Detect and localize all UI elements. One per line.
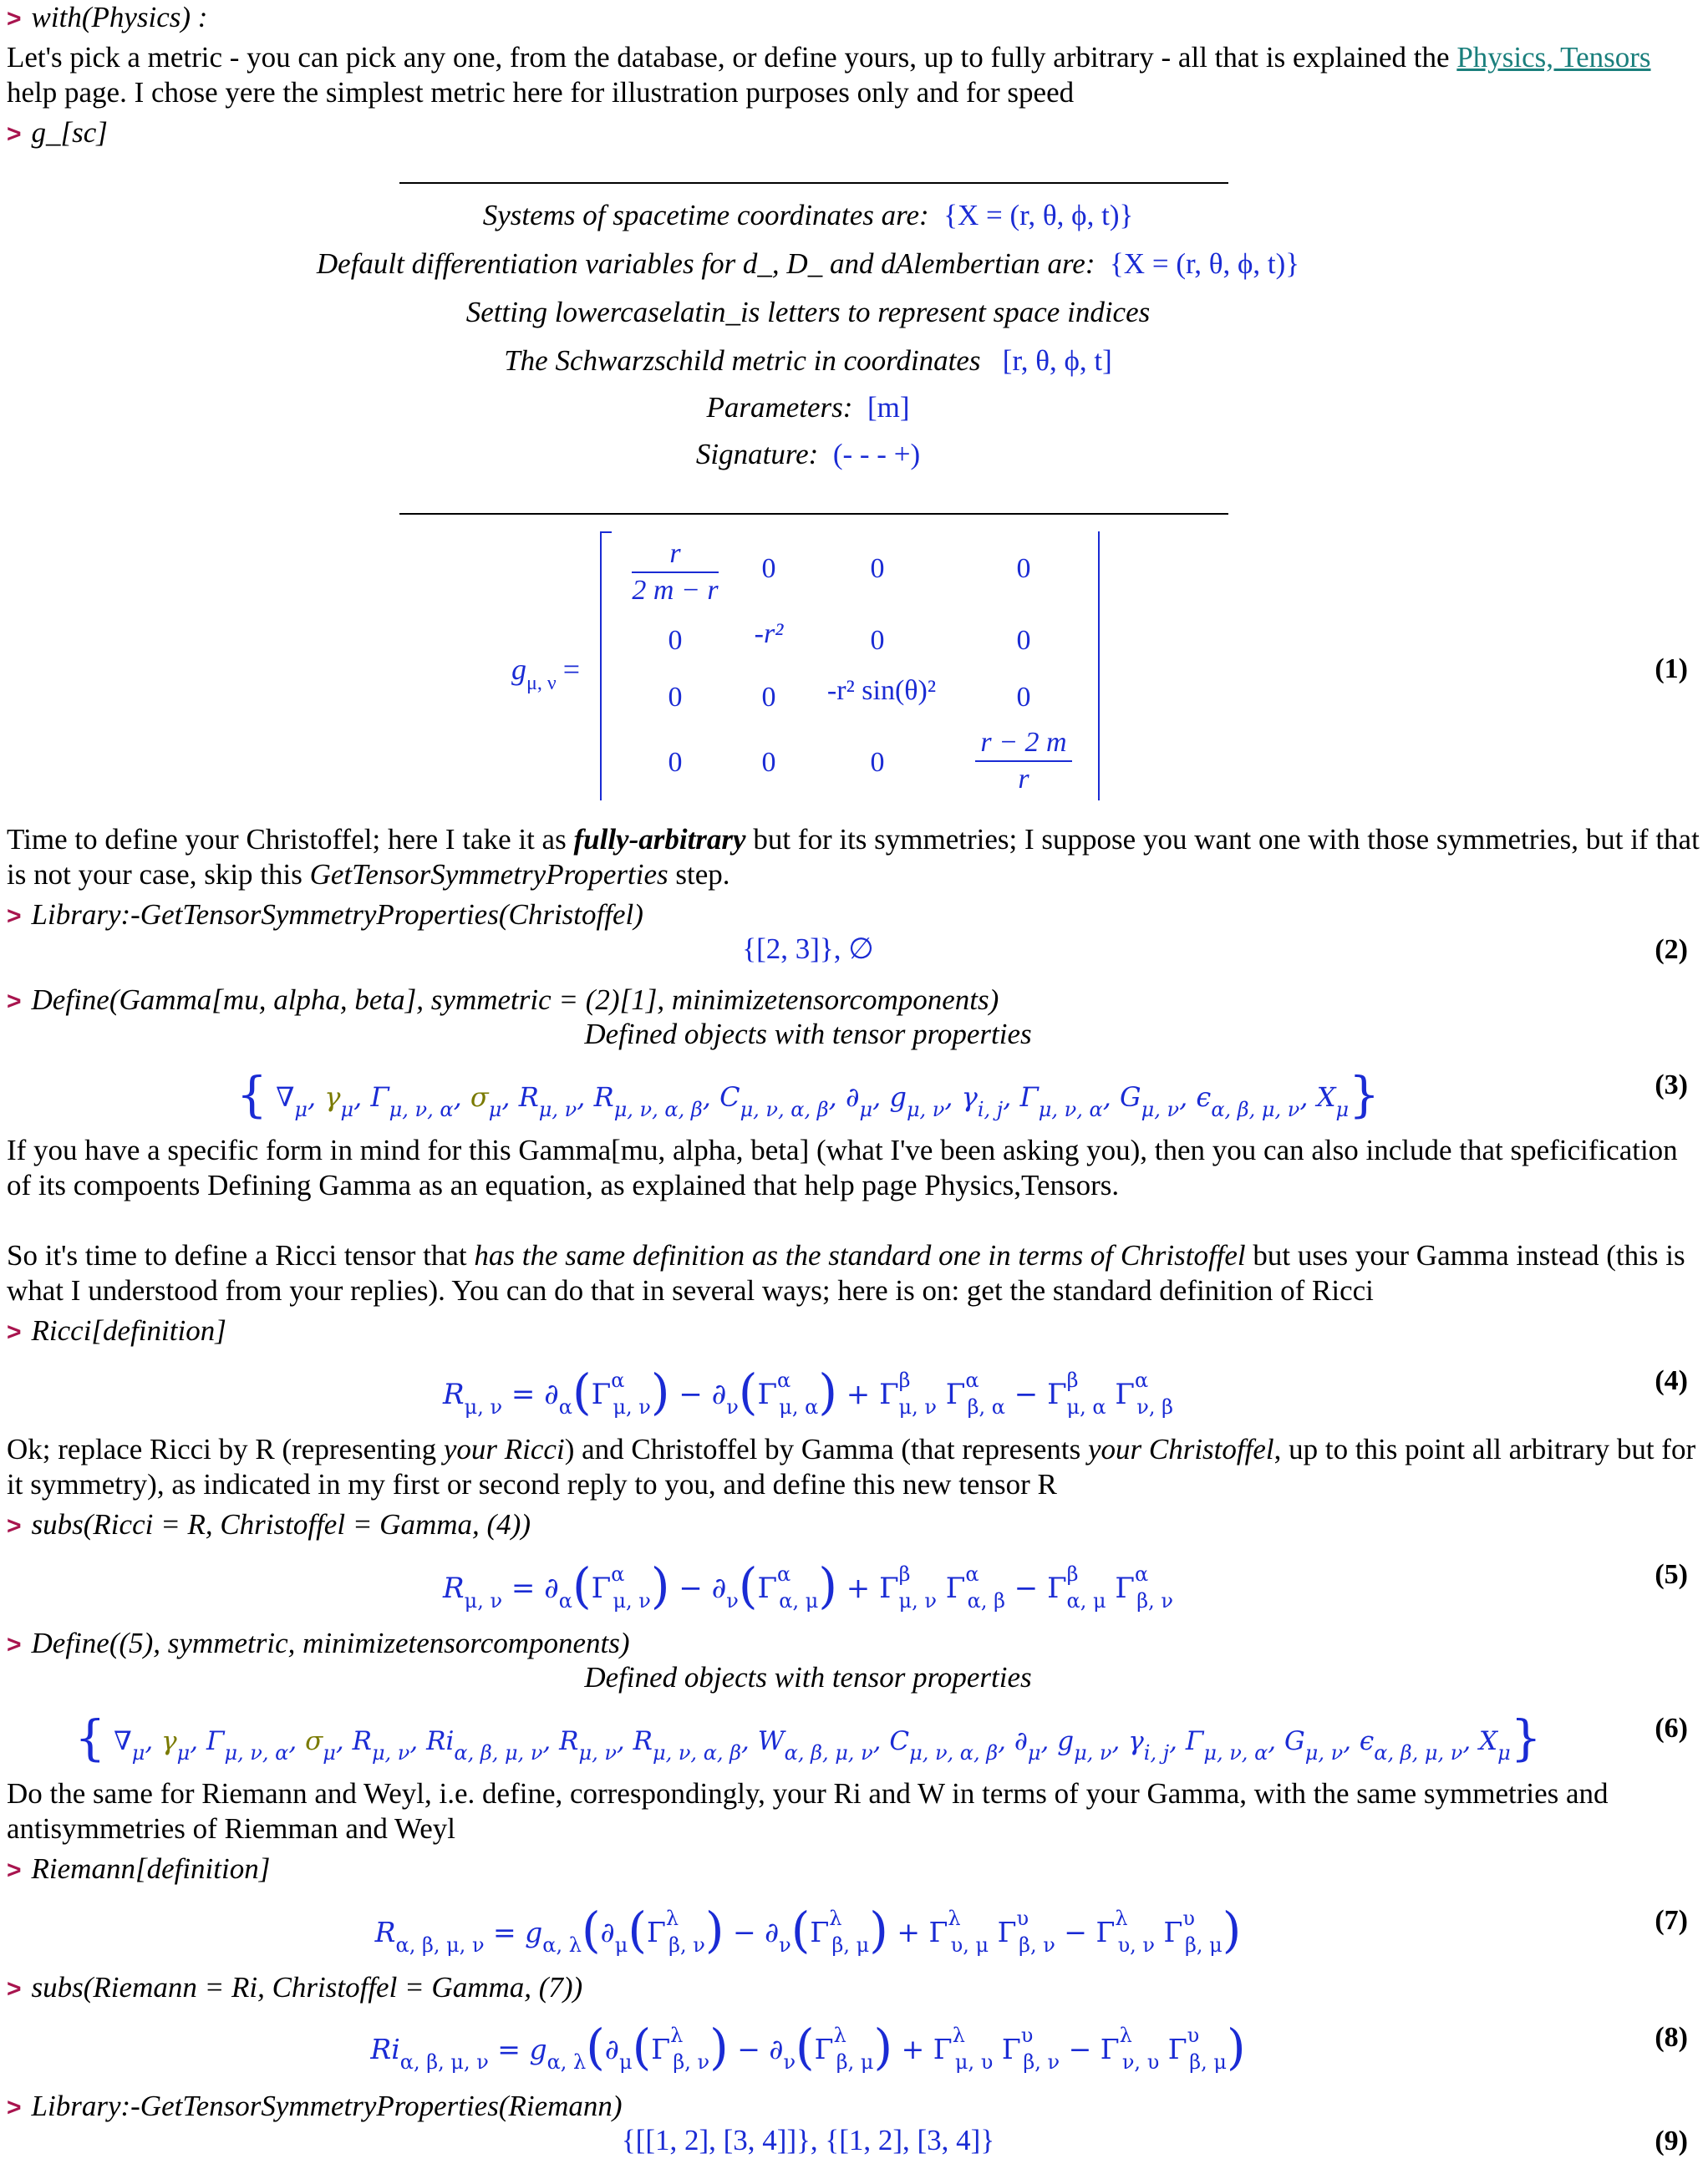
text-paragraph-specific-form: If you have a specific form in mind for this Gamma[mu, alpha, beta] (what I've been asking you), then you can also include that speficification of its compoents Defining Gamma as an equation, as explained that help page Physics,Tensors. (7, 1134, 1678, 1201)
input-prompt-subs-riemann[interactable] (7, 1970, 1701, 2007)
metric-cell-03: 0 (1016, 553, 1031, 584)
prompt-marker: > (7, 1857, 22, 1884)
input-text[interactable]: subs(Ricci = R, Christoffel = Gamma, (4)) (31, 1508, 531, 1541)
text-paragraph-ricci: So it's time to define a Ricci tensor that has the same definition as the standard one in terms of Christoffel but uses your Gamma instead (this is what I understood from your replies). You can do that in several ways; here is on: get the standard definition of Ricci (7, 1239, 1685, 1307)
input-text[interactable]: Define(Gamma[mu, alpha, beta], symmetric = (2)[1], minimizetensorcomponents) (31, 983, 999, 1016)
result-symmetry-christoffel: {[2, 3]}, ∅ (742, 932, 874, 965)
coords-line: Systems of spacetime coordinates are: {X = (r, θ, ϕ, t)} (482, 199, 1134, 231)
metric-cell-10: 0 (668, 625, 683, 656)
defined-objects-set-2: { $\nabla_\mu$, $\gamma_\mu$, $\Gamma_{\mu, \nu, \alpha}$, $\sigma_\mu$, $R_{\mu, \nu}$, $Ri_{\alpha, \beta, \mu, \nu}$, $R_{\mu, \nu}$, $R_{\mu, \nu, \alpha, \beta}$, $W_{\alpha, \beta, \mu, \nu}$, $C_{\mu, \nu, \alpha, \beta}$, $\partial_\mu$, $g_{\mu, \nu}$, $\gamma_{i, j}$, $\Gamma_{\mu, \nu, \alpha}$, $G_{\mu, \nu}$, $\epsilon_{\alpha, \beta, \mu, \nu}$, $X_\mu$} (74, 1709, 1542, 1766)
text-paragraph-metric: Let's pick a metric - you can pick any one, from the database, or define yours, up to fully arbitrary - all that is explained the Physics, Tensors help page. I chose yere the simplest metric here for illustration purposes only and for speed (7, 41, 1651, 109)
diff-vars-line: Default differentiation variables for d_, D_ and dAlembertian are: {X = (r, θ, ϕ, t)} (316, 247, 1300, 280)
input-text[interactable]: with(Physics) : (31, 1, 208, 33)
schwarzschild-line: The Schwarzschild metric in coordinates [r, θ, ϕ, t] (504, 344, 1112, 377)
input-prompt-g-sc[interactable] (7, 115, 1701, 152)
equation-label-2: (2) (1655, 934, 1688, 965)
metric-cell-31: 0 (761, 747, 776, 778)
equation-label-1: (1) (1655, 653, 1688, 684)
metric-cell-00: $\frac{r}{2 m - r}$ (632, 538, 719, 606)
equation-label-3: (3) (1655, 1069, 1688, 1100)
prompt-marker: > (7, 2094, 22, 2121)
defined-objects-title-2: Defined objects with tensor properties (584, 1661, 1032, 1694)
input-text[interactable]: Library:-GetTensorSymmetryProperties(Christoffel) (31, 898, 643, 931)
prompt-marker: > (7, 1631, 22, 1658)
riemann-definition-equation: $R_{\alpha, \beta, \mu, \nu} = g_{\alpha, \lambda}(\partial_\mu(\Gamma^\lambda_{\beta, \nu}) - \partial_\nu(\Gamma^\lambda_{\beta, \mu}) + \Gamma^\lambda_{\upsilon, \mu}$ $\Gamma^\upsilon_{\beta, \nu} - \Gamma^\lambda_{\upsilon, \nu}$ $\Gamma^\upsilon_{\beta, \mu}$) (374, 1902, 1242, 1958)
input-text[interactable]: Ricci[definition] (31, 1314, 226, 1347)
prompt-marker: > (7, 902, 22, 930)
prompt-marker: > (7, 988, 22, 1015)
metric-cell-12: 0 (870, 625, 885, 656)
metric-lhs: $g_{\mu, \nu}$ = (511, 653, 581, 694)
equation-label-7: (7) (1655, 1905, 1688, 1936)
input-text[interactable]: Define((5), symmetric, minimizetensorcomponents) (31, 1627, 630, 1659)
equation-label-5: (5) (1655, 1559, 1688, 1590)
input-prompt-define-gamma[interactable] (7, 983, 1701, 1019)
equation-label-4: (4) (1655, 1365, 1688, 1396)
metric-cell-30: 0 (668, 747, 683, 778)
input-prompt-define-ricci[interactable] (7, 1626, 1701, 1663)
physics-tensors-link[interactable]: Physics, Tensors (1456, 41, 1651, 74)
defined-objects-title-1: Defined objects with tensor properties (584, 1018, 1032, 1050)
parameters-line: Parameters: [m] (706, 391, 910, 424)
metric-cell-33: $\frac{r - 2 m}{r}$ (969, 727, 1078, 795)
input-prompt-symmetry-christoffel[interactable] (7, 897, 1701, 934)
prompt-marker: > (7, 1318, 22, 1346)
metric-cell-23: 0 (1016, 682, 1031, 713)
metric-cell-13: 0 (1016, 625, 1031, 656)
ricci-definition-equation: $R_{\mu, \nu} = \partial_\alpha(\Gamma^\alpha_{\mu, \nu}) - \partial_\nu(\Gamma^\alpha_{\mu, \alpha}) + \Gamma^\beta_{\mu, \nu}$ $\Gamma^\alpha_{\beta, \alpha} - \Gamma^\beta_{\mu, \alpha}$ $\Gamma^\alpha_{\nu, \beta}$ (443, 1364, 1173, 1420)
equation-label-9: (9) (1655, 2126, 1688, 2156)
prompt-marker: > (7, 5, 22, 33)
text-paragraph-replace: Ok; replace Ricci by R (representing your Ricci) and Christoffel by Gamma (that represents your Christoffel, up to this point all arbitrary but for it symmetry), as indicated in my first or second reply to you, and define this new tensor R (7, 1433, 1696, 1501)
new-riemann-equation: $Ri_{\alpha, \beta, \mu, \nu} = g_{\alpha, \lambda}(\partial_\mu(\Gamma^\lambda_{\beta, \nu}) - \partial_\nu(\Gamma^\lambda_{\beta, \mu}) + \Gamma^\lambda_{\mu, \upsilon}$ $\Gamma^\upsilon_{\beta, \nu} - \Gamma^\lambda_{\nu, \upsilon}$ $\Gamma^\upsilon_{\beta, \mu}$) (370, 2019, 1246, 2075)
input-prompt-riemann-definition[interactable] (7, 1852, 1701, 1888)
input-text[interactable]: subs(Riemann = Ri, Christoffel = Gamma, (7)) (31, 1971, 583, 2004)
metric-cell-20: 0 (668, 682, 683, 713)
input-text[interactable]: Riemann[definition] (31, 1852, 271, 1885)
metric-cell-21: 0 (761, 682, 776, 713)
signature-line: Signature: (- - - +) (695, 438, 921, 470)
input-text[interactable]: g_[sc] (31, 116, 108, 149)
text-paragraph-riemann-weyl: Do the same for Riemann and Weyl, i.e. define, correspondingly, your Ri and W in terms of your Gamma, with the same symmetries and antisymmetries of Riemman and Weyl (7, 1777, 1609, 1845)
input-prompt-with-physics[interactable] (7, 0, 1701, 37)
prompt-marker: > (7, 1512, 22, 1540)
metric-cell-01: 0 (761, 553, 776, 584)
metric-cell-02: 0 (870, 553, 885, 584)
input-prompt-symmetry-riemann[interactable] (7, 2089, 1701, 2126)
equation-label-6: (6) (1655, 1713, 1688, 1744)
input-text[interactable]: Library:-GetTensorSymmetryProperties(Riemann) (31, 2090, 623, 2122)
prompt-marker: > (7, 1975, 22, 2003)
new-ricci-equation: $R_{\mu, \nu} = \partial_\alpha(\Gamma^\alpha_{\mu, \nu}) - \partial_\nu(\Gamma^\alpha_{\alpha, \mu}) + \Gamma^\beta_{\mu, \nu}$ $\Gamma^\alpha_{\alpha, \beta} - \Gamma^\beta_{\alpha, \mu}$ $\Gamma^\alpha_{\beta, \nu}$ (443, 1557, 1173, 1614)
divider-top (399, 182, 1228, 184)
result-symmetry-riemann: {[[1, 2], [3, 4]]}, {[1, 2], [3, 4]} (621, 2124, 995, 2156)
text-paragraph-christoffel: Time to define your Christoffel; here I take it as fully-arbitrary but for its symmetries; I suppose you want one with those symmetries, but if that is not your case, skip this GetTensorSymmetryProperties step. (7, 823, 1700, 891)
metric-cell-11: -r² (754, 618, 784, 649)
equation-label-8: (8) (1655, 2022, 1688, 2053)
metric-cell-32: 0 (870, 747, 885, 778)
input-prompt-subs-ricci[interactable] (7, 1507, 1701, 1544)
space-indices-line: Setting lowercaselatin_is letters to represent space indices (465, 296, 1151, 328)
input-prompt-ricci-definition[interactable] (7, 1313, 1701, 1350)
metric-cell-22: -r² sin(θ)² (826, 675, 937, 706)
defined-objects-set-1: { $\nabla_\mu$, $\gamma_\mu$, $\Gamma_{\mu, \nu, \alpha}$, $\sigma_\mu$, $R_{\mu, \nu}$, $R_{\mu, \nu, \alpha, \beta}$, $C_{\mu, \nu, \alpha, \beta}$, $\partial_\mu$, $g_{\mu, \nu}$, $\gamma_{i, j}$, $\Gamma_{\mu, \nu, \alpha}$, $G_{\mu, \nu}$, $\epsilon_{\alpha, \beta, \mu, \nu}$, $X_\mu$} (236, 1066, 1380, 1123)
prompt-marker: > (7, 120, 22, 148)
divider-bottom (399, 513, 1228, 515)
